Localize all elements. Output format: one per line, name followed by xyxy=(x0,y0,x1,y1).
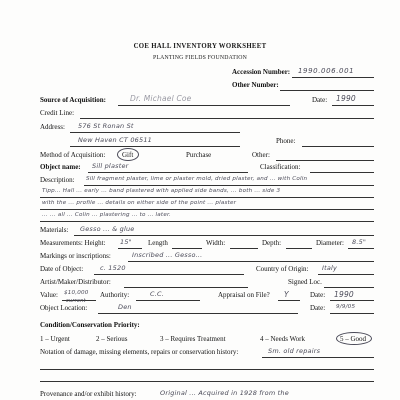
date-2-line xyxy=(330,300,374,301)
materials-label: Materials: xyxy=(40,226,69,234)
address-line-1 xyxy=(70,132,240,133)
object-name-label: Object name: xyxy=(40,163,81,171)
description-text-2: Tipp... Hall ... early ... band plastered with applied side bands, ... both ... side 3 xyxy=(42,188,281,194)
date-2-value: 1990 xyxy=(334,290,354,299)
description-line-1 xyxy=(84,185,374,186)
appraisal-label: Appraisal on File? xyxy=(218,291,270,299)
notation-line-2 xyxy=(40,369,374,370)
value-value: $10,000 xyxy=(64,290,89,296)
diameter-line xyxy=(348,248,374,249)
appraisal-value: Y xyxy=(284,290,289,299)
date-of-object-label: Date of Object: xyxy=(40,265,84,273)
description-line-3 xyxy=(40,209,374,210)
height-value: 15" xyxy=(120,238,132,246)
object-name-line xyxy=(88,172,248,173)
country-value: Italy xyxy=(322,264,338,272)
condition-good-selected-circle xyxy=(336,332,372,345)
appraisal-line xyxy=(278,300,300,301)
date-3-label: Date: xyxy=(310,304,326,312)
object-location-line xyxy=(98,313,298,314)
value-note: current xyxy=(66,298,86,304)
provenance-value: Original ... Acquired in 1928 from the xyxy=(160,389,289,397)
condition-requires-treatment: 3 – Requires Treatment xyxy=(160,335,226,343)
date-of-object-value: c. 1520 xyxy=(100,264,126,272)
condition-label: Condition/Conservation Priority: xyxy=(40,321,140,329)
markings-label: Markings or inscriptions: xyxy=(40,252,111,260)
country-label: Country of Origin: xyxy=(256,265,309,273)
notation-line-3 xyxy=(40,381,374,382)
condition-serious: 2 – Serious xyxy=(96,335,128,343)
materials-value: Gesso ... & glue xyxy=(80,225,135,233)
date-line xyxy=(332,105,374,106)
object-location-label: Object Location: xyxy=(40,304,88,312)
accession-number-value: 1990.006.001 xyxy=(298,67,355,75)
method-purchase: Purchase xyxy=(186,151,212,159)
source-line xyxy=(118,105,290,106)
classification-line xyxy=(310,172,374,173)
description-line-2 xyxy=(40,197,374,198)
worksheet-subtitle: PLANTING FIELDS FOUNDATION xyxy=(152,55,248,61)
depth-label: Depth: xyxy=(262,239,282,247)
address-line-2 xyxy=(70,146,240,147)
notation-value: Sm. old repairs xyxy=(268,347,321,355)
value-label: Value: xyxy=(40,291,58,299)
credit-line-label: Credit Line: xyxy=(40,109,75,117)
length-line xyxy=(172,248,202,249)
signed-line xyxy=(324,287,374,288)
address-line-1-value: 576 St Ronan St xyxy=(78,122,134,130)
country-line xyxy=(318,274,374,275)
method-gift: Gift xyxy=(122,151,134,159)
width-label: Width: xyxy=(206,239,226,247)
object-name-value: Sill plaster xyxy=(92,162,129,170)
authority-line xyxy=(136,300,200,301)
artist-line xyxy=(124,287,248,288)
accession-number-line xyxy=(292,77,374,78)
notation-line-1 xyxy=(262,357,374,358)
authority-label: Authority: xyxy=(100,291,130,299)
signed-label: Signed Loc. xyxy=(288,278,322,286)
provenance-label: Provenance and/or exhibit history: xyxy=(40,390,137,398)
other-number-label: Other Number: xyxy=(232,81,279,89)
date-3-value: 9/9/05 xyxy=(336,304,356,310)
method-other-label: Other: xyxy=(252,151,270,159)
date-label: Date: xyxy=(312,96,328,104)
accession-number-label: Accession Number: xyxy=(232,68,291,76)
description-text-1: Sill fragment plaster, lime or plaster mold, dried plaster, and ... with Colin xyxy=(86,176,308,182)
diameter-label: Diameter: xyxy=(316,239,344,247)
condition-good: 5 – Good xyxy=(340,335,367,343)
address-line-2-value: New Haven CT 06511 xyxy=(78,136,152,144)
method-of-acquisition-label: Method of Acquisition: xyxy=(40,151,106,159)
materials-line xyxy=(74,235,374,236)
authority-value: C.C. xyxy=(150,290,165,298)
description-text-3: with the ... profile ... details on either side of the point ... plaster xyxy=(42,200,237,206)
gift-selected-circle xyxy=(117,148,139,161)
measurements-label: Measurements: Height: xyxy=(40,239,106,247)
date-value: 1990 xyxy=(336,94,356,103)
length-label: Length xyxy=(148,239,168,247)
worksheet-title: COE HALL INVENTORY WORKSHEET xyxy=(133,43,267,50)
condition-urgent: 1 – Urgent xyxy=(40,335,70,343)
height-line xyxy=(118,248,142,249)
date-3-line xyxy=(330,313,374,314)
description-text-4: ... ... all ... Colin ... plastering ... to ... later. xyxy=(42,212,171,218)
method-other-line xyxy=(276,160,374,161)
credit-line-line xyxy=(80,118,374,119)
date-of-object-line xyxy=(94,274,244,275)
description-label: Description: xyxy=(40,176,75,184)
source-value: Dr. Michael Coe xyxy=(130,94,192,103)
address-label: Address: xyxy=(40,123,65,131)
markings-value: Inscribed ... Gesso... xyxy=(132,251,203,259)
source-of-acquisition-label: Source of Acquisition: xyxy=(40,96,106,104)
diameter-value: 8.5" xyxy=(352,238,367,246)
width-line xyxy=(230,248,258,249)
phone-line xyxy=(302,146,374,147)
condition-needs-work: 4 – Needs Work xyxy=(260,335,305,343)
artist-label: Artist/Maker/Distributor: xyxy=(40,278,111,286)
object-location-value: Den xyxy=(118,303,132,311)
description-line-4 xyxy=(40,221,374,222)
classification-label: Classification: xyxy=(260,163,301,171)
depth-line xyxy=(286,248,312,249)
notation-label: Notation of damage, missing elements, repairs or conservation history: xyxy=(40,348,239,356)
phone-label: Phone: xyxy=(276,137,296,145)
markings-line xyxy=(128,261,374,262)
date-2-label: Date: xyxy=(310,291,326,299)
other-number-line xyxy=(280,90,374,91)
